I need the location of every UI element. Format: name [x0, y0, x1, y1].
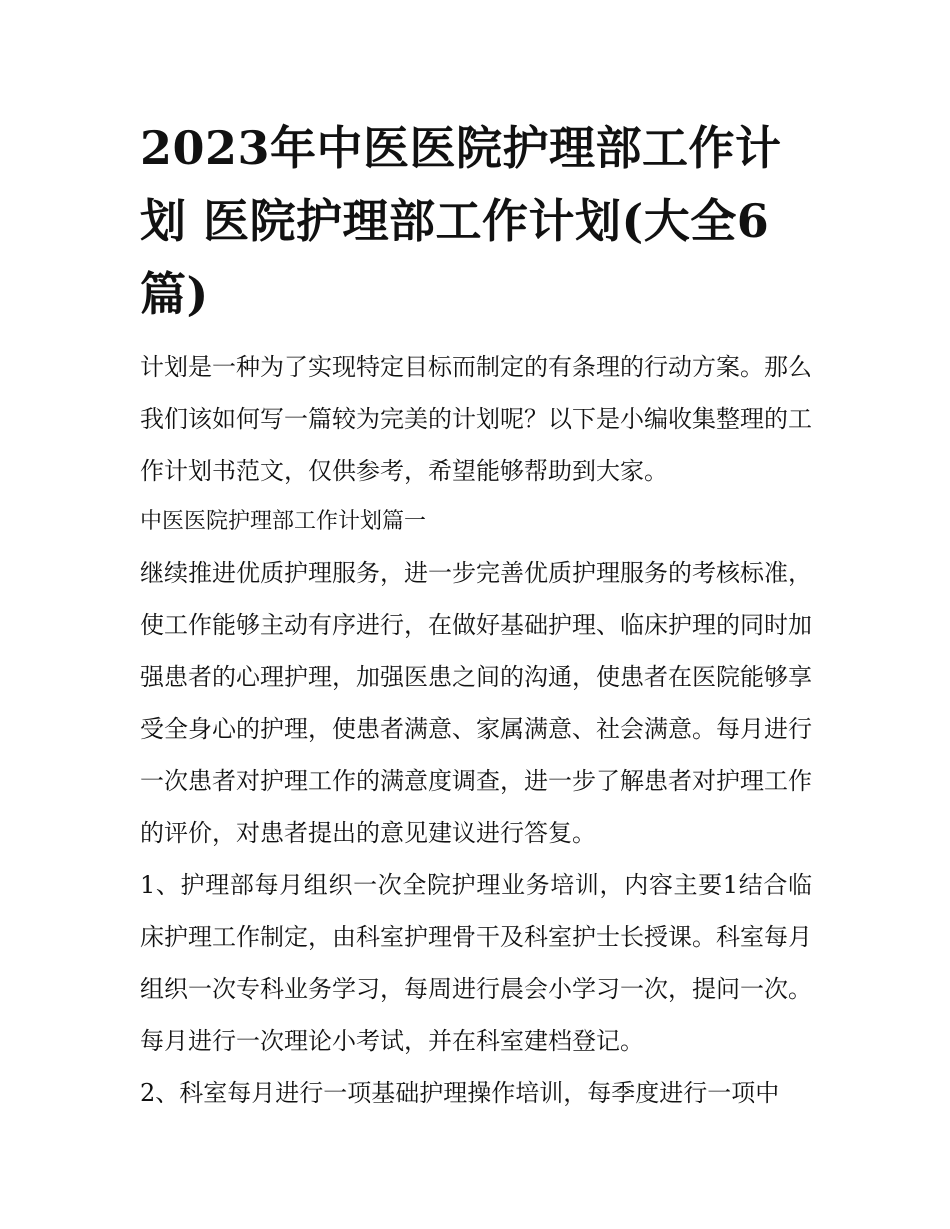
document-page: [140, 112, 812, 1119]
intro-paragraph: 计划是一种为了实现特定目标而制定的有条理的行动方案。那么我们该如何写一篇较为完美的计划呢？以下是小编收集整理的工作计划书范文，仅供参考，希望能够帮助到大家。: [140, 353, 812, 485]
section-heading: 中医医院护理部工作计划篇一: [140, 509, 427, 534]
document-body: [140, 341, 812, 1119]
body-paragraph: 继续推进优质护理服务，进一步完善优质护理服务的考核标准，使工作能够主动有序进行，在做好基础护理、临床护理的同时加强患者的心理护理，加强医患之间的沟通，使患者在医院能够享受全身心的护理，使患者满意、家属满意、社会满意。每月进行一次患者对护理工作的满意度调查，进一步了解患者对护理工作的评价，对患者提出的意见建议进行答复。: [140, 559, 812, 847]
document-title: 2023年中医医院护理部工作计划 医院护理部工作计划(大全6篇): [140, 121, 782, 321]
list-item-1: 1、护理部每月组织一次全院护理业务培训，内容主要1结合临床护理工作制定，由科室护理骨干及科室护士长授课。科室每月组织一次专科业务学习，每周进行晨会小学习一次，提问一次。每月进行一次理论小考试，并在科室建档登记。: [140, 871, 812, 1055]
list-item-2: 2、科室每月进行一项基础护理操作培训，每季度进行一项中: [140, 1079, 780, 1107]
